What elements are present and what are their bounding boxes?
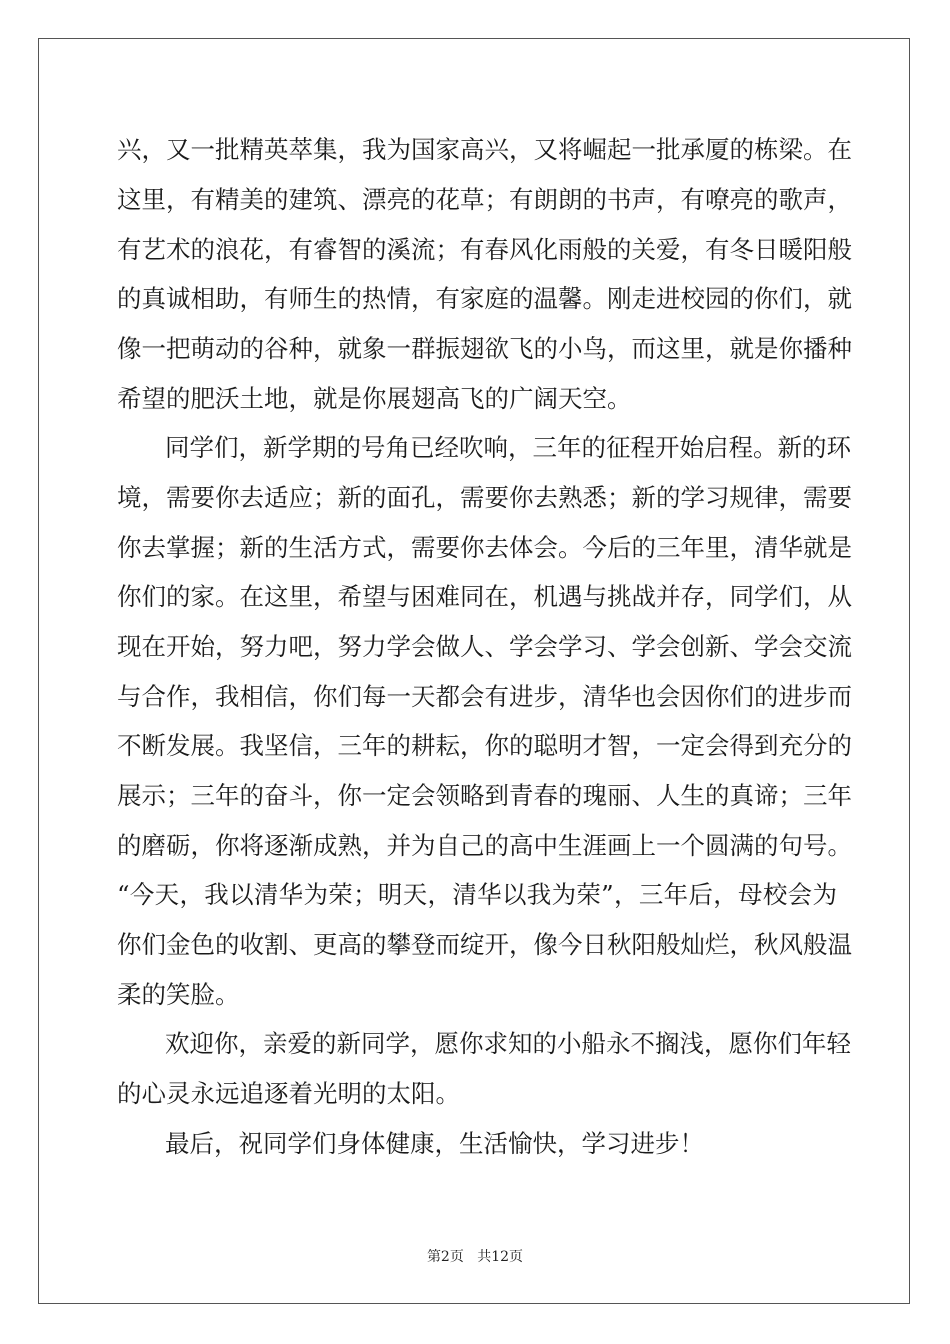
total-pages: 共12页 [477, 1249, 524, 1265]
text-line: “今天，我以清华为荣；明天，清华以我为荣”，三年后，母校会为 [117, 880, 837, 909]
text-line: 有艺术的浪花，有睿智的溪流；有春风化雨般的关爱，有冬日暖阳般 [117, 235, 852, 264]
text-line: 不断发展。我坚信，三年的耕耘，你的聪明才智，一定会得到充分的 [117, 731, 852, 760]
text-line: 现在开始，努力吧，努力学会做人、学会学习、学会创新、学会交流 [117, 632, 852, 661]
paragraph-first-line: 最后，祝同学们身体健康，生活愉快，学习进步！ [165, 1129, 704, 1158]
text-line: 你去掌握；新的生活方式，需要你去体会。今后的三年里，清华就是 [117, 533, 852, 562]
text-line: 这里，有精美的建筑、漂亮的花草；有朗朗的书声，有嘹亮的歌声， [117, 185, 852, 214]
text-line: 你们的家。在这里，希望与困难同在，机遇与挑战并存，同学们，从 [117, 582, 852, 611]
text-line: 展示；三年的奋斗，你一定会领略到青春的瑰丽、人生的真谛；三年 [117, 781, 852, 810]
page-frame [38, 38, 910, 1304]
page-footer [0, 1246, 950, 1266]
text-line: 像一把萌动的谷种，就象一群振翅欲飞的小鸟，而这里，就是你播种 [117, 334, 852, 363]
text-line: 柔的笑脸。 [117, 980, 240, 1009]
text-line: 的磨砺，你将逐渐成熟，并为自己的高中生涯画上一个圆满的句号。 [117, 831, 852, 860]
page-number: 第2页 [426, 1249, 464, 1265]
text-line: 希望的肥沃土地，就是你展翅高飞的广阔天空。 [117, 384, 632, 413]
paragraph-first-line: 欢迎你，亲爱的新同学，愿你求知的小船永不搁浅，愿你们年轻 [165, 1029, 851, 1058]
paragraph-first-line: 同学们，新学期的号角已经吹响，三年的征程开始启程。新的环 [165, 433, 851, 462]
text-line: 的真诚相助，有师生的热情，有家庭的温馨。刚走进校园的你们，就 [117, 284, 852, 313]
text-line: 兴，又一批精英萃集，我为国家高兴，又将崛起一批承厦的栋梁。在 [117, 135, 852, 164]
text-line: 的心灵永远追逐着光明的太阳。 [117, 1079, 460, 1108]
text-line: 你们金色的收割、更高的攀登而绽开，像今日秋阳般灿烂，秋风般温 [117, 930, 852, 959]
text-line: 境，需要你去适应；新的面孔，需要你去熟悉；新的学习规律，需要 [117, 483, 852, 512]
text-line: 与合作，我相信，你们每一天都会有进步，清华也会因你们的进步而 [117, 682, 852, 711]
